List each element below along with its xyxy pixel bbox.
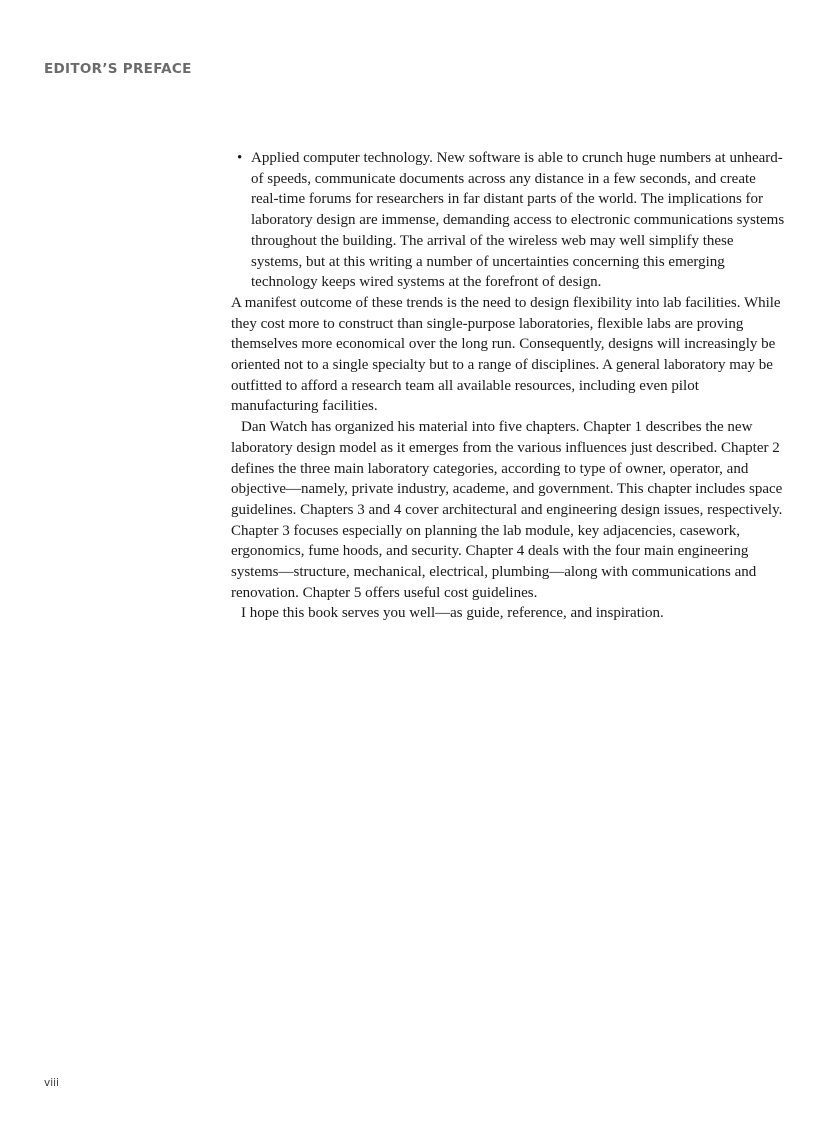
paragraph-closing: I hope this book serves you well—as guide, reference, and inspiration.: [241, 605, 664, 622]
bullet-item: [231, 148, 786, 293]
running-head: EDITOR’S PREFACE: [44, 61, 192, 77]
bullet-icon: •: [237, 150, 243, 166]
body-text: [231, 148, 786, 624]
page-number: viii: [44, 1077, 59, 1089]
bullet-text: Applied computer technology. New software is able to crunch huge numbers at unheard-of speeds, communicate documents across any distance in a few seconds, and create real-time forums for researchers in far distant parts of the world. The implications for laboratory design are immense, demanding access to electronic communications systems throughout the building. The arrival of the wireless web may well simplify these systems, but at this writing a number of uncertainties concerning this emerging technology keeps wired systems at the forefront of design.: [251, 150, 785, 291]
paragraph-chapter-overview: Dan Watch has organized his material into five chapters. Chapter 1 describes the new laboratory design model as it emerges from the various influences just described. Chapter 2 defines the three main laboratory categories, according to type of owner, operator, and objective—namely, private industry, academe, and government. This chapter includes space guidelines. Chapters 3 and 4 cover architectural and engineering design issues, respectively. Chapter 3 focuses especially on planning the lab module, key adjacencies, casework, ergonomics, fume hoods, and security. Chapter 4 deals with the four main engineering systems—structure, mechanical, electrical, plumbing—along with communications and renovation. Chapter 5 offers useful cost guidelines.: [231, 419, 783, 601]
paragraph-trends-outcome: A manifest outcome of these trends is the need to design flexibility into lab facilities. While they cost more to construct than single-purpose laboratories, flexible labs are proving themselves more economical over the long run. Consequently, designs will increasingly be oriented not to a single specialty but to a range of disciplines. A general laboratory may be outfitted to afford a research team all available resources, including even pilot manufacturing facilities.: [231, 294, 781, 415]
